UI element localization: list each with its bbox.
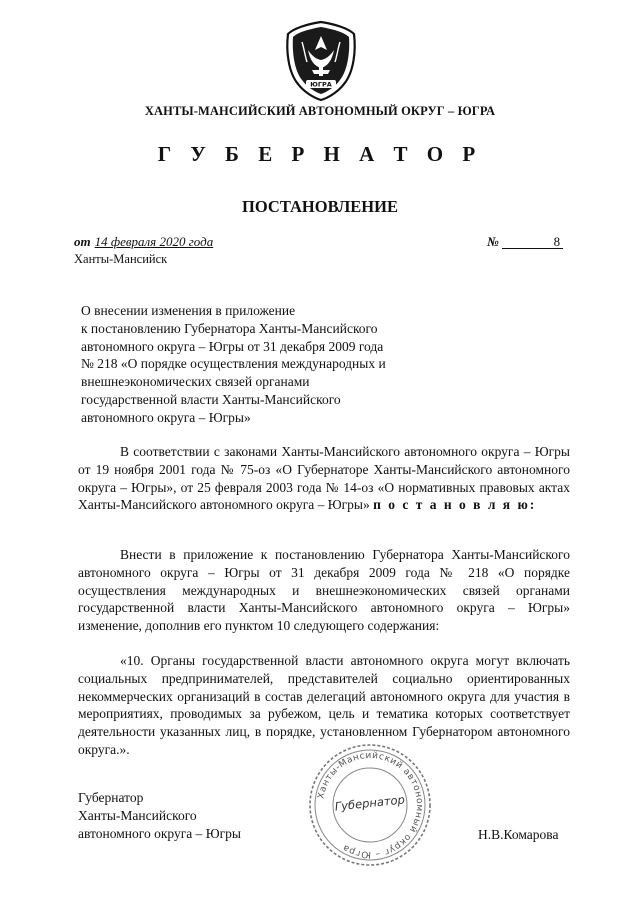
document-date: 14 февраля 2020 года <box>94 234 214 249</box>
position-line: автономного округа – Югры <box>78 825 241 841</box>
signatory-name: Н.В.Комарова <box>478 827 559 842</box>
subject-line: № 218 «О порядке осуществления международных и <box>81 356 386 372</box>
document-subject <box>81 302 441 427</box>
emblem-text: ЮГРА <box>310 80 332 89</box>
body-paragraph-amendment: Внести в приложение к постановлению Губернатора Ханты-Мансийского автономного округа – Югры от 31 декабря 2009 года № 218 «О порядке осуществления международных и внешнеэкономических связей органами государственной власти Ханты-Мансийского автономного округа – Югры» изменение, дополнив его пунктом 10 следующего содержания: <box>78 547 570 634</box>
issue-city: Ханты-Мансийск <box>74 252 168 266</box>
date-prefix: от <box>74 234 91 249</box>
seal-ring-text: Ханты-Мансийский автономный округ – Югра <box>316 750 425 860</box>
seal-center-text: Губернатор <box>334 792 406 814</box>
document-type: ПОСТАНОВЛЕНИЕ <box>242 197 398 216</box>
number-line <box>487 234 563 250</box>
document-title: Г У Б Е Р Н А Т О Р <box>157 142 483 166</box>
subject-line: автономного округа – Югры от 31 декабря 2009 года <box>81 338 384 354</box>
date-line <box>74 234 225 250</box>
subject-line: автономного округа – Югры» <box>81 409 251 425</box>
subject-line: внешнеэкономических связей органами <box>81 374 310 390</box>
region-name: ХАНТЫ-МАНСИЙСКИЙ АВТОНОМНЫЙ ОКРУГ – ЮГРА <box>144 104 496 118</box>
subject-line: государственной власти Ханты-Мансийского <box>81 391 341 407</box>
coat-of-arms-icon <box>284 20 358 102</box>
coat-of-arms-emblem <box>284 20 358 102</box>
position-line: Ханты-Мансийского <box>78 807 197 823</box>
subject-line: к постановлению Губернатора Ханты-Мансийского <box>81 320 378 336</box>
legal-basis-text: В соответствии с законами Ханты-Мансийского автономного округа – Югры от 19 ноября 2001 года № 75-оз «О Губернаторе Ханты-Мансийского автономного округа – Югры», от 25 февраля 2003 года № 14-оз «О нормативных правовых актах Ханты-Мансийского автономного округа – Югры» <box>78 444 570 513</box>
subject-line: О внесении изменения в приложение <box>81 303 296 318</box>
seal-stamp-icon <box>306 741 434 869</box>
position-line: Губернатор <box>78 790 144 805</box>
body-paragraph-legal-basis <box>78 443 570 514</box>
signatory-position <box>78 789 241 842</box>
document-number: 8 <box>502 235 563 249</box>
decree-word: п о с т а н о в л я ю: <box>373 497 537 513</box>
body-paragraph-new-clause: «10. Органы государственной власти автономного округа могут включать социальных предпринимателей, представителей социально ориентированных некоммерческих организаций в состав делегаций автономного округа для участия в мероприятиях, проводимых за рубежом, цель и тематика которых соответствует деятельности указанных лиц, в порядке, установленном Губернатором автономного округа.». <box>78 653 570 757</box>
official-seal <box>306 741 434 869</box>
number-prefix: № <box>487 234 499 249</box>
